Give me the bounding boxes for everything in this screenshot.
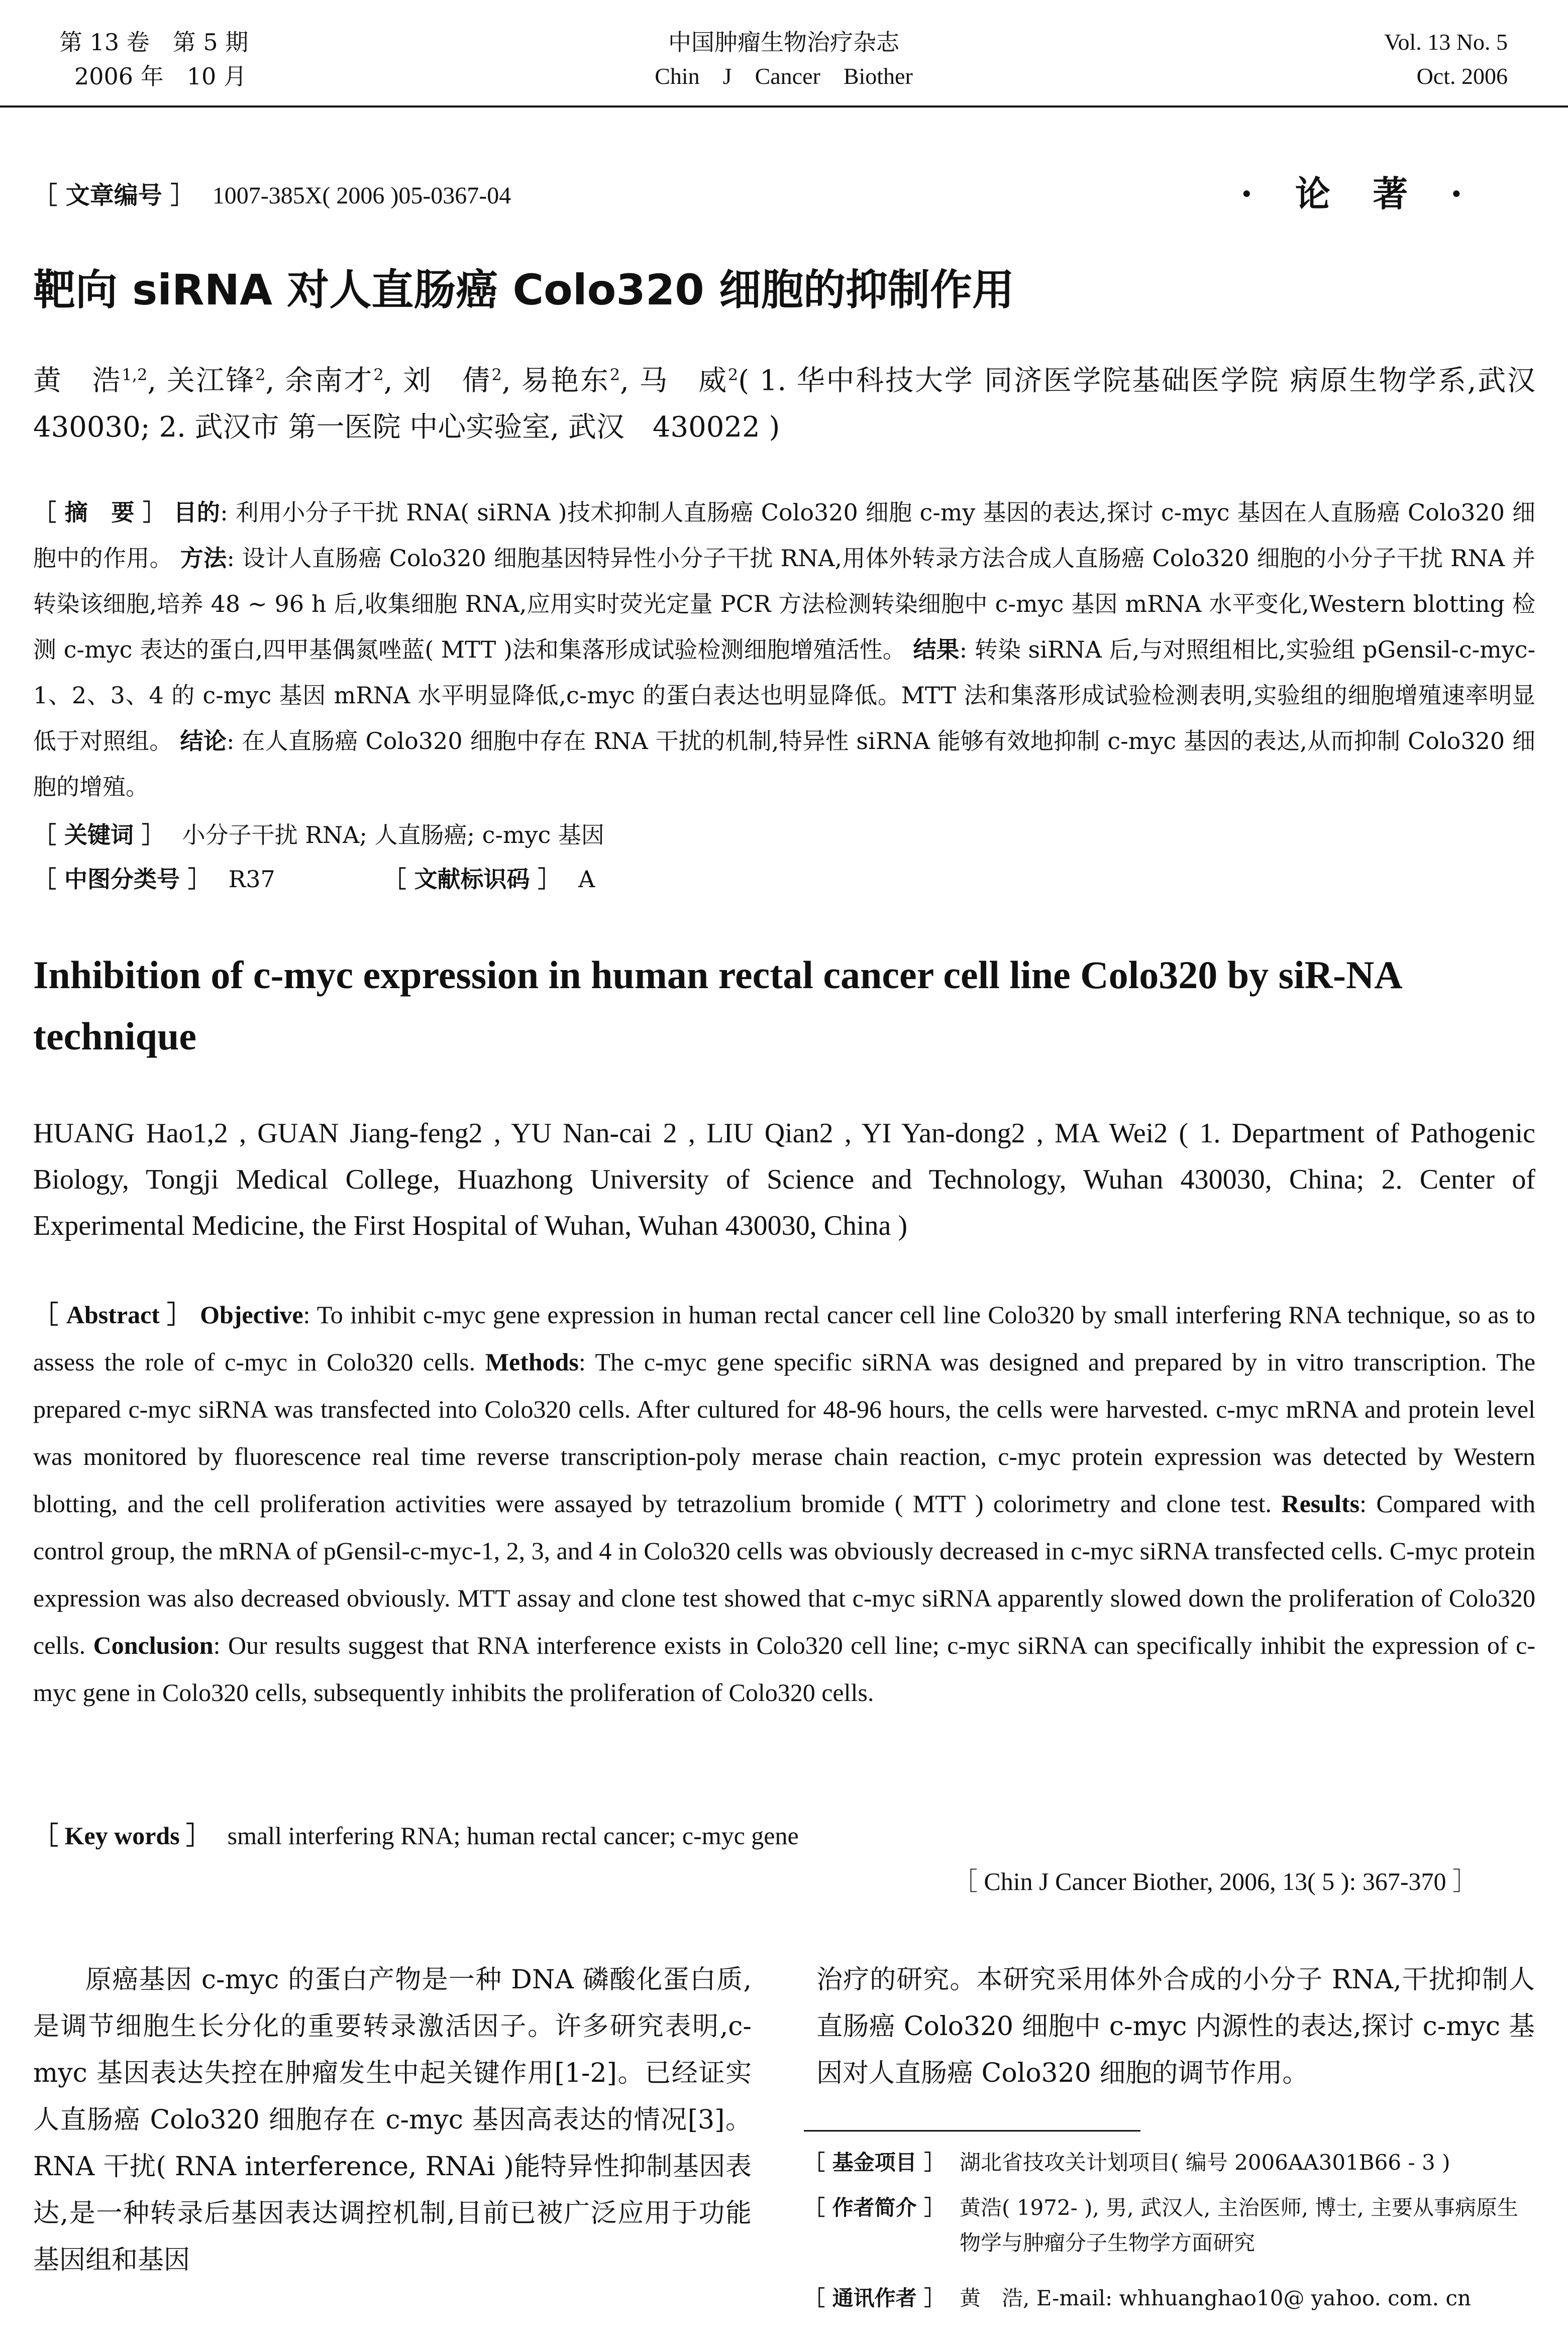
author-name: 刘 倩 [403, 364, 492, 397]
clc-label: ［ 中图分类号 ］ [33, 866, 212, 893]
keywords-cn-label: ［ 关键词 ］ [33, 821, 165, 848]
conclusion-en: : Our results suggest that RNA interference exists in Colo320 cell line; c-myc siRNA can specifically inhibit the expression of c-myc gene in Colo320 cells, subsequently inhibits the proliferation of Colo320 cells. [33, 1631, 1536, 1707]
objective-en: : To inhibit c-myc gene expression in human rectal cancer cell line Colo320 by small interfering RNA technique, so as to assess the role of c-myc in Colo320 cells. [33, 1301, 1536, 1376]
author-sup: 1,2 [122, 365, 148, 384]
author-name: 余南才 [284, 364, 374, 397]
doc-code-label: ［ 文献标识码 ］ [383, 866, 561, 893]
running-header-left [59, 25, 248, 93]
body-right-column: 治疗的研究。本研究采用体外合成的小分子 RNA,干扰抑制人直肠癌 Colo320 细胞中 c-myc 内源性的表达,探讨 c-myc 基因对人直肠癌 Colo320 细胞的调节作用。 [816, 1965, 1535, 2088]
conclusion-cn-label: 结论 [180, 727, 227, 755]
title-en: Inhibition of c-myc expression in human rectal cancer cell line Colo320 by siR-NA technique [33, 953, 1401, 1058]
header-divider [0, 105, 1568, 108]
doc-code-value: A [578, 866, 595, 893]
author-sup: 2 [255, 365, 266, 384]
results-en: : Compared with control group, the mRNA of pGensil-c-myc-1, 2, 3, and 4 in Colo320 cells was obviously decreased in c-myc siRNA transfected cells. C-myc protein expression was also decreased obviously. MTT assay and clone test showed that c-myc siRNA apparently slowed down the proliferation of Colo320 cells. [33, 1490, 1536, 1659]
authors-en: HUANG Hao1,2 , GUAN Jiang-feng2 , YU Nan-cai 2 , LIU Qian2 , YI Yan-dong2 , MA Wei2 ( 1. Department of Pathogenic Biology, Tongji Medical College, Huazhong University of Science and Technology, Wuhan 430030, China; 2. Center of Experimental Medicine, the First Hospital of Wuhan, Wuhan 430030, China ) [33, 1118, 1535, 1241]
methods-en-label: Methods [485, 1348, 579, 1376]
results-cn: : 转染 siRNA 后,与对照组相比,实验组 pGensil-c-myc-1、2、3、4 的 c-myc 基因 mRNA 水平明显降低,c-myc 的蛋白表达也明显降低。MTT 法和集落形成试验检测表明,实验组的细胞增殖速率明显低于对照组。 [33, 636, 1536, 755]
author-name: 易艳东 [521, 364, 610, 397]
section-tag: · 论 著 · [1240, 173, 1478, 215]
citation: ［ Chin J Cancer Biother, 2006, 13( 5 ): 367-370 ］ [952, 1867, 1478, 1895]
footnote-text: 湖北省技攻关计划项目( 编号 2006AA301B66 - 3 ) [960, 2150, 1450, 2175]
author-sup: 2 [727, 365, 739, 384]
conclusion-cn: : 在人直肠癌 Colo320 细胞中存在 RNA 干扰的机制,特异性 siRNA 能够有效地抑制 c-myc 基因的表达,从而抑制 Colo320 细胞的增殖。 [33, 727, 1536, 800]
author-sup: 2 [609, 365, 620, 384]
article-number [33, 176, 511, 210]
methods-cn: : 设计人直肠癌 Colo320 细胞基因特异性小分子干扰 RNA,用体外转录方法合成人直肠癌 Colo320 细胞的小分子干扰 RNA 并转染该细胞,培养 48 ~ 96 h 后,收集细胞 RNA,应用实时荧光定量 PCR 方法检测转染细胞中 c-myc 基因 mRNA 水平变化,Western blotting 检测 c-myc 表达的蛋白,四甲基偶氮唑蓝( MTT )法和集落形成试验检测细胞增殖活性。 [33, 545, 1536, 663]
footnote-author-bio [804, 2190, 1542, 2261]
classification [33, 857, 1535, 902]
keywords-en [33, 1812, 1535, 1859]
clc-value: R37 [228, 866, 275, 893]
objective-cn: : 利用小分子干扰 RNA( siRNA )技术抑制人直肠癌 Colo320 细胞 c-my 基因的表达,探讨 c-myc 基因在人直肠癌 Colo320 细胞中的作用。 [33, 499, 1536, 572]
methods-en: : The c-myc gene specific siRNA was designed and prepared by in vitro transcription. The prepared c-myc siRNA was transfected into Colo320 cells. After cultured for 48-96 hours, the cells were harvested. c-myc mRNA and protein level was monitored by fluorescence real time reverse transcription-poly merase chain reaction, c-myc protein expression was detected by Western blotting, and the cell proliferation activities were assayed by tetrazolium bromide ( MTT ) colorimetry and clone test. [33, 1348, 1536, 1518]
keywords-en-value: small interfering RNA; human rectal cancer; c-myc gene [227, 1822, 799, 1850]
abstract-en [33, 1291, 1535, 1716]
conclusion-en-label: Conclusion [93, 1631, 214, 1659]
running-header-right [1384, 25, 1508, 93]
publication-date-en: Oct. 2006 [1416, 63, 1508, 89]
results-cn-label: 结果 [913, 636, 960, 663]
volume-issue-en: Vol. 13 No. 5 [1384, 29, 1508, 55]
footnote-text: 黄 浩, E-mail: whhuanghao10@ yahoo. com. cn [960, 2286, 1472, 2310]
article-number-value: 1007-385X( 2006 )05-0367-04 [212, 182, 511, 209]
authors-cn: 黄 浩$^{1,2}$, 关江锋$^2$, 余南才$^2$, 刘 倩$^2$, 易艳东$^2$, 马 威$^2$( 1. 华中科技大学 同济医学院基础医学院 病原生物学系,武汉 430030; 2. 武汉市 第一医院 中心实验室, 武汉 430022 ) [33, 364, 1564, 444]
footnote-text: 黄浩( 1972- ), 男, 武汉人, 主治医师, 博士, 主要从事病原生物学与肿瘤分子生物学方面研究 [960, 2195, 1519, 2255]
running-header-center [533, 25, 1035, 93]
footnote-label: ［ 基金项目 ］ [804, 2150, 946, 2175]
publication-date: 2006 年 10 月 [74, 63, 247, 90]
affiliation-cn: ( 1. 华中科技大学 同济医学院基础医学院 病原生物学系,武汉 430030; 2. 武汉市 第一医院 中心实验室, 武汉 430022 ) [33, 364, 1564, 444]
keywords-cn-value: 小分子干扰 RNA; 人直肠癌; c-myc 基因 [182, 821, 604, 848]
volume-issue: 第 13 卷 第 5 期 [59, 29, 249, 56]
footnote-label: ［ 通讯作者 ］ [804, 2286, 946, 2310]
footnote-corresponding [804, 2281, 1542, 2316]
footnote-divider [804, 2130, 1140, 2132]
keywords-cn [33, 812, 1535, 858]
journal-name-en: Chin J Cancer Biother [655, 63, 913, 89]
footnote-funding [804, 2145, 1542, 2180]
objective-en-label: Objective [200, 1301, 303, 1329]
title-cn: 靶向 siRNA 对人直肠癌 Colo320 细胞的抑制作用 [33, 265, 1014, 314]
abstract-cn-label: ［ 摘 要 ］ [33, 499, 166, 526]
author-name: 黄 浩 [33, 364, 122, 397]
footnote-label: ［ 作者简介 ］ [804, 2195, 946, 2220]
article-number-label: ［ 文章编号 ］ [33, 181, 195, 209]
keywords-en-label: ［ Key words ］ [33, 1822, 212, 1850]
author-sup: 2 [373, 365, 384, 384]
results-en-label: Results [1281, 1490, 1360, 1518]
body-left-column: 原癌基因 c-myc 的蛋白产物是一种 DNA 磷酸化蛋白质,是调节细胞生长分化的重要转录激活因子。许多研究表明,c-myc 基因表达失控在肿瘤发生中起关键作用[1-2]。已经证实人直肠癌 Colo320 细胞存在 c-myc 基因高表达的情况[3]。RNA 干扰( RNA interference, RNAi )能特异性抑制基因表达,是一种转录后基因表达调控机制,目前已被广泛应用于功能基因组和基因 [33, 1965, 752, 2275]
author-sup: 2 [491, 365, 502, 384]
abstract-cn [33, 490, 1535, 810]
journal-name-cn: 中国肿瘤生物治疗杂志 [668, 29, 899, 56]
objective-cn-label: 目的 [173, 499, 221, 526]
methods-cn-label: 方法 [180, 545, 227, 572]
author-name: 关江锋 [166, 364, 256, 397]
abstract-en-label: ［ Abstract ］ [33, 1301, 193, 1329]
author-name: 马 威 [639, 364, 728, 397]
